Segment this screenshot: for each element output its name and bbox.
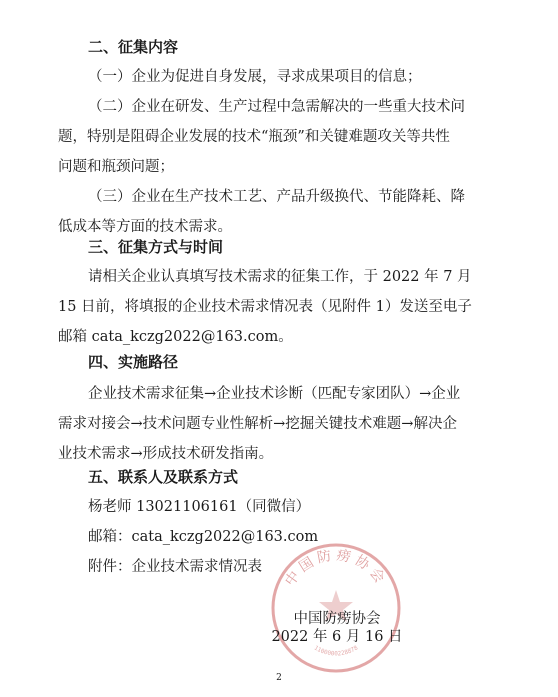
paragraph-line: （三）企业在生产技术工艺、产品升级换代、节能降耗、降: [88, 189, 465, 205]
signature-date: 2022 年 6 月 16 日: [271, 629, 403, 645]
paragraph-line: 企业技术需求征集→企业技术诊断（匹配专家团队）→企业: [88, 386, 461, 402]
paragraph-line: 请相关企业认真填写技术需求的征集工作，于 2022 年 7 月: [88, 269, 472, 285]
paragraph-line: 业技术需求→形成技术研发指南。: [58, 446, 274, 462]
svg-text:1100000228878: 1100000228878: [312, 644, 360, 658]
section-heading-collection-content: 二、征集内容: [88, 38, 179, 56]
attachment-line: 附件：企业技术需求情况表: [88, 559, 262, 575]
signature-organization: 中国防痨协会: [293, 611, 381, 627]
official-seal-icon: [268, 540, 404, 676]
paragraph-line: 需求对接会→技术问题专业性解析→挖掘关键技术难题→解决企: [58, 416, 457, 432]
section-heading-implementation-path: 四、实施路径: [88, 353, 179, 371]
contact-phone: 杨老师 13021106161（同微信）: [88, 499, 311, 515]
svg-text:中国防痨协会: 中国防痨协会: [282, 547, 390, 590]
paragraph-line: 问题和瓶颈问题；: [58, 159, 174, 175]
paragraph-line: （二）企业在研发、生产过程中急需解决的一些重大技术问: [88, 99, 465, 115]
page-number: 2: [276, 673, 282, 683]
paragraph-line: 邮箱 cata_kczg2022@163.com。: [58, 329, 293, 345]
paragraph-line: （一）企业为促进自身发展，寻求成果项目的信息；: [88, 69, 422, 85]
paragraph-line: 低成本等方面的技术需求。: [58, 219, 232, 235]
contact-email: 邮箱：cata_kczg2022@163.com: [88, 529, 319, 545]
section-heading-method-and-time: 三、征集方式与时间: [88, 238, 224, 256]
paragraph-line: 题，特别是阻碍企业发展的技术“瓶颈”和关键难题攻关等共性: [58, 129, 450, 145]
section-heading-contact: 五、联系人及联系方式: [88, 468, 239, 486]
paragraph-line: 15 日前，将填报的企业技术需求情况表（见附件 1）发送至电子: [58, 299, 472, 315]
